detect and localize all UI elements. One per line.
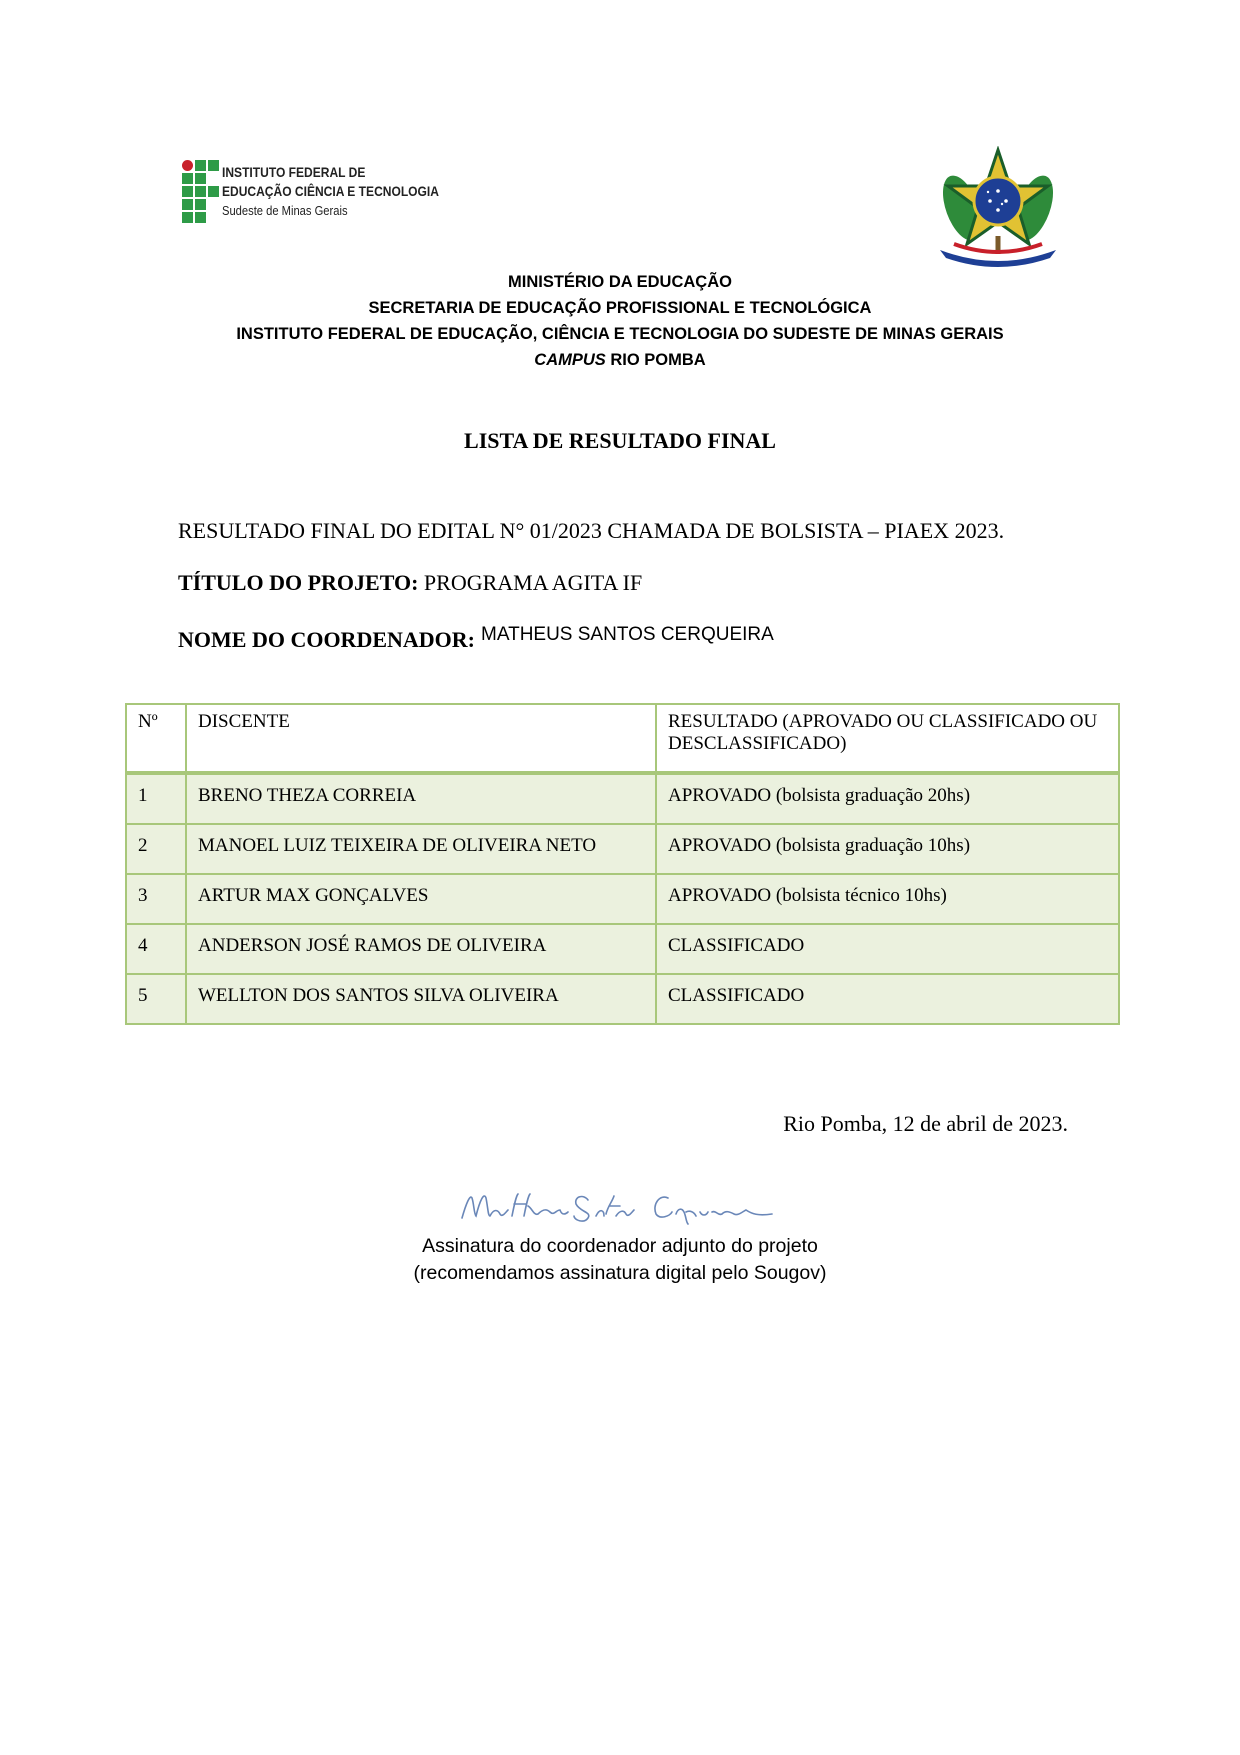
handwritten-signature (456, 1186, 796, 1226)
table-row (126, 874, 1119, 924)
result-line: RESULTADO FINAL DO EDITAL N° 01/2023 CHAMADA DE BOLSISTA – PIAEX 2023. (178, 518, 1005, 543)
row-student: BRENO THEZA CORREIA (186, 773, 656, 824)
row-student: WELLTON DOS SANTOS SILVA OLIVEIRA (186, 974, 656, 1024)
header-student: DISCENTE (186, 704, 656, 773)
logo-line-2: EDUCAÇÃO CIÊNCIA E TECNOLOGIA (222, 183, 439, 199)
logo-line-1: INSTITUTO FEDERAL DE (222, 164, 366, 180)
coordinator-name: MATHEUS SANTOS CERQUEIRA (481, 624, 774, 645)
logo-line-3: Sudeste de Minas Gerais (222, 203, 348, 218)
row-result: CLASSIFICADO (656, 924, 1119, 974)
row-student: MANOEL LUIZ TEIXEIRA DE OLIVEIRA NETO (186, 824, 656, 874)
table-row (126, 824, 1119, 874)
results-table (125, 703, 1120, 1025)
row-result: APROVADO (bolsista graduação 20hs) (656, 773, 1119, 824)
project-title-label: TÍTULO DO PROJETO: (178, 570, 419, 595)
campus-name: RIO POMBA (605, 351, 706, 369)
header-result: RESULTADO (APROVADO OU CLASSIFICADO OU DESCLASSIFICADO) (656, 704, 1119, 773)
signature-note: (recomendamos assinatura digital pelo Sougov) (413, 1262, 827, 1284)
row-result: CLASSIFICADO (656, 974, 1119, 1024)
row-number: 4 (126, 924, 186, 974)
brazil-coat-of-arms-icon (932, 146, 1064, 270)
table-header-row (126, 704, 1119, 773)
header-institute: INSTITUTO FEDERAL DE EDUCAÇÃO, CIÊNCIA E TECNOLOGIA DO SUDESTE DE MINAS GERAIS (236, 325, 1004, 343)
row-number: 2 (126, 824, 186, 874)
row-student: ANDERSON JOSÉ RAMOS DE OLIVEIRA (186, 924, 656, 974)
document-title: LISTA DE RESULTADO FINAL (464, 428, 776, 453)
signature-caption: Assinatura do coordenador adjunto do projeto (422, 1235, 818, 1257)
coordinator-line (178, 624, 774, 653)
row-student: ARTUR MAX GONÇALVES (186, 874, 656, 924)
table-row (126, 773, 1119, 824)
row-number: 3 (126, 874, 186, 924)
row-result: APROVADO (bolsista técnico 10hs) (656, 874, 1119, 924)
header-campus (0, 351, 1240, 370)
row-number: 1 (126, 773, 186, 824)
project-title-value: PROGRAMA AGITA IF (418, 570, 643, 595)
table-row (126, 974, 1119, 1024)
institute-logo (182, 160, 439, 250)
date-line: Rio Pomba, 12 de abril de 2023. (783, 1111, 1068, 1136)
table-row (126, 924, 1119, 974)
header-ministry: MINISTÉRIO DA EDUCAÇÃO (508, 273, 732, 291)
coordinator-label: NOME DO COORDENADOR: (178, 627, 475, 652)
project-title-line (178, 570, 642, 596)
row-result: APROVADO (bolsista graduação 10hs) (656, 824, 1119, 874)
header-secretariat: SECRETARIA DE EDUCAÇÃO PROFISSIONAL E TECNOLÓGICA (368, 299, 872, 317)
campus-label: CAMPUS (534, 351, 606, 369)
row-number: 5 (126, 974, 186, 1024)
header-number: Nº (126, 704, 186, 773)
